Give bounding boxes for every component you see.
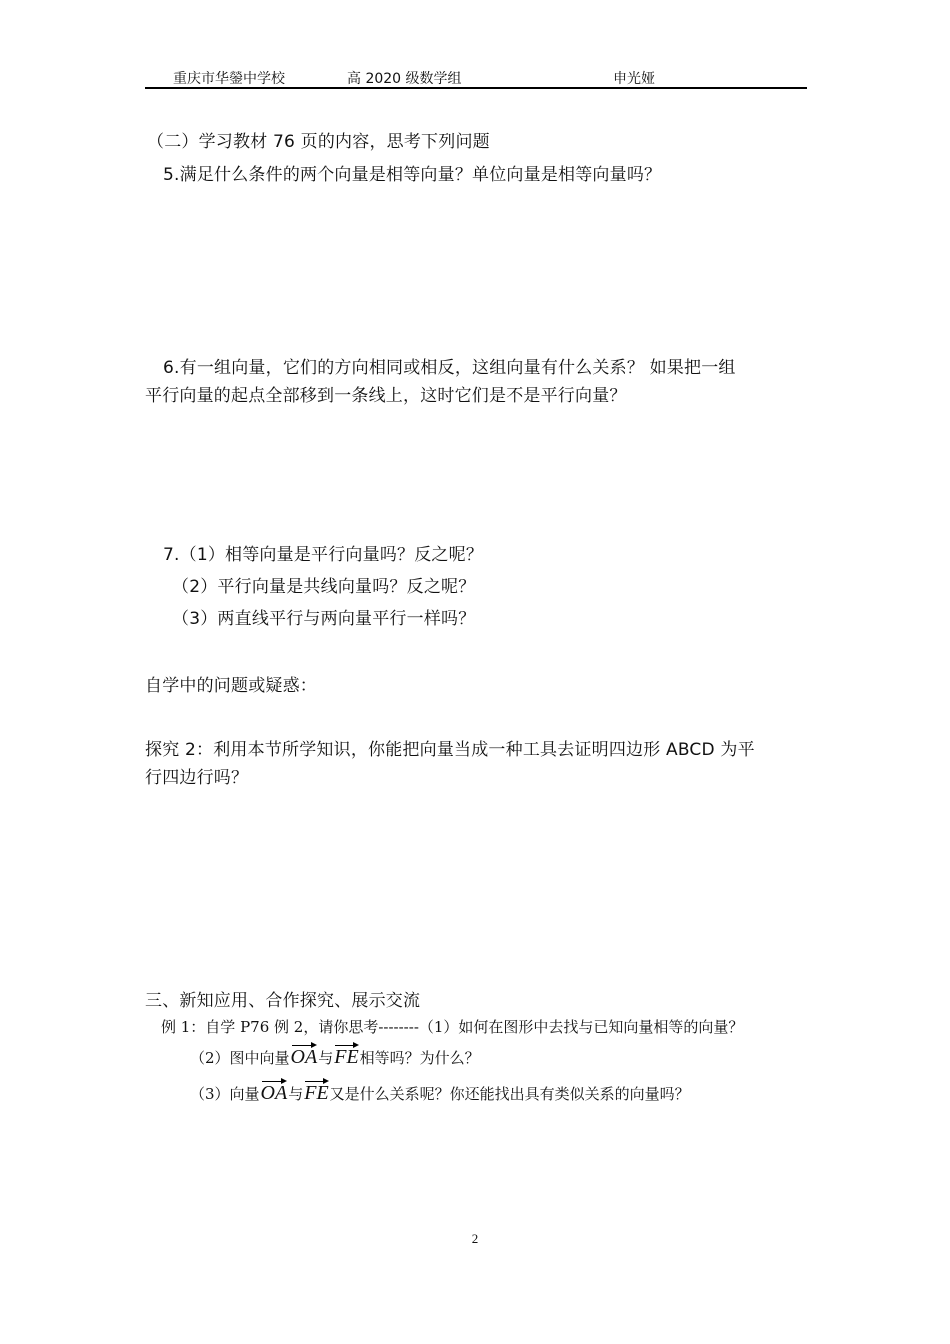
connector-text: 与	[288, 1085, 304, 1103]
vector-oa: OA	[291, 1043, 318, 1067]
question-7-part-2: （2）平行向量是共线向量吗？反之呢？	[172, 577, 476, 597]
question-7-part-1: 7.（1）相等向量是平行向量吗？反之呢？	[163, 545, 484, 565]
example-1-line-2-suffix: 相等吗？为什么？	[359, 1049, 480, 1067]
explore-2-line-2: 行四边行吗？	[145, 768, 249, 788]
header-author: 申光娅	[613, 71, 655, 87]
explore-2-line-1: 探究 2：利用本节所学知识，你能把向量当成一种工具去证明四边形 ABCD 为平	[145, 740, 755, 760]
question-7-part-3: （3）两直线平行与两向量平行一样吗？	[172, 609, 476, 629]
vector-fe: FE	[304, 1079, 328, 1103]
header-group: 高 2020 级数学组	[347, 71, 462, 87]
header-school: 重庆市华鎣中学校	[173, 71, 285, 87]
question-5: 5.满足什么条件的两个向量是相等向量？单位向量是相等向量吗？	[163, 165, 662, 185]
self-study-questions: 自学中的问题或疑惑：	[145, 676, 317, 696]
example-1-line-1: 例 1：自学 P76 例 2，请你思考--------（1）如何在图形中去找与已知向量相等的向量？	[161, 1018, 744, 1036]
page-number: 2	[471, 1231, 479, 1246]
part-3-title: 三、新知应用、合作探究、展示交流	[145, 991, 421, 1011]
example-1-line-3-suffix: 又是什么关系呢？你还能找出具有类似关系的向量吗？	[329, 1085, 690, 1103]
example-1-line-2-prefix: （2）图中向量	[190, 1049, 290, 1067]
example-1-line-3	[190, 1079, 690, 1104]
example-1-line-2	[190, 1043, 480, 1068]
example-1-line-3-prefix: （3）向量	[190, 1085, 260, 1103]
vector-oa: OA	[261, 1079, 288, 1103]
question-6-line-2: 平行向量的起点全部移到一条线上，这时它们是不是平行向量？	[145, 386, 627, 406]
vector-fe: FE	[334, 1043, 358, 1067]
study-heading: （二）学习教材 76 页的内容，思考下列问题	[147, 132, 490, 152]
connector-text: 与	[318, 1049, 334, 1067]
question-6-line-1: 6.有一组向量，它们的方向相同或相反，这组向量有什么关系？ 如果把一组	[163, 358, 736, 378]
header-divider	[145, 87, 807, 89]
